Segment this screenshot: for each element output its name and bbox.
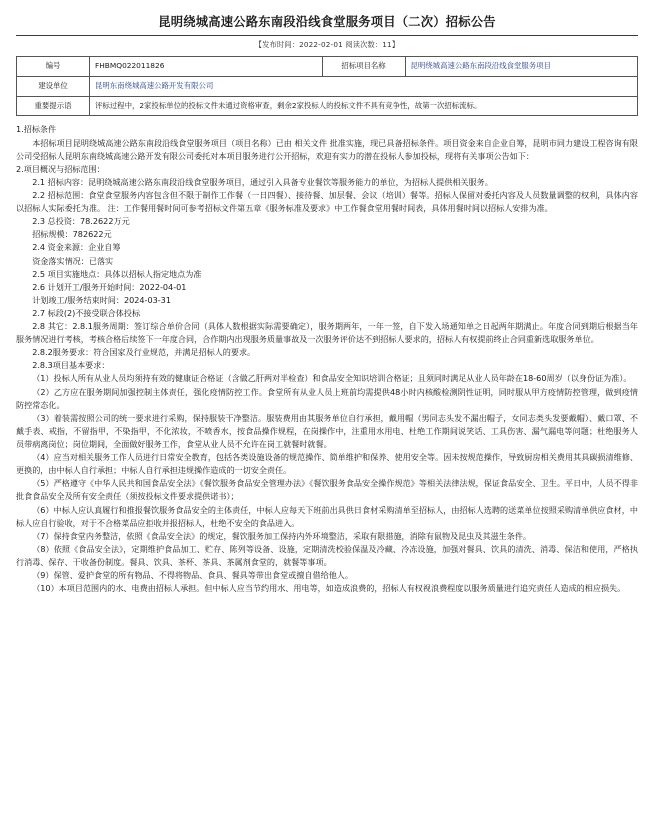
requirement-8: （8）依照《食品安全法》，定期维护食品加工、贮存、陈列等设备、设施，定期清洗校验保温及冷藏、冷冻设施，加强对餐具、饮具的清洗、消毒、保洁和使用，严格执行消毒、保存、干收备份制度。餐具、饮具、茶杯、茶具、茶属剂食堂的，就餐等事项。 [16,543,638,568]
paragraph-end-date: 计划竣工/服务结束时间：2024-03-31 [32,294,171,305]
requirement-5: （5）严格遵守《中华人民共和国食品安全法》《餐饮服务食品安全管理办法》《餐饮服务食品安全操作规范》等相关法律法规，保证食品安全、卫生。平日中，人员不得非批食食品安全及所有安全责任（须按投标文件要求提供诺书）； [16,478,638,502]
requirement-2: （2）乙方应在服务期间加强控制主体责任，强化疫情防控工作。食堂所有从业人员上班前均需提供48小时内核酸检测阴性证明，同时服从甲方疫情防控管理，做到疫情防控常态化。 [16,386,638,410]
cell-label-owner: 建设单位 [17,76,90,96]
requirement-10: （10）本项目范围内的水、电费由招标人承担。但中标人应当节约用水、用电等，如造成浪费的，招标人有权视浪费程度以服务质量进行追究责任人造成的相应损失。 [32,583,626,594]
paragraph-2-7: 2.7 标段(2)不接受联合体投标 [32,307,141,318]
paragraph-2-1: 2.1 招标内容：昆明绕城高速公路东南段沿线食堂服务项目，通过引入具备专业餐饮等服务能力的单位，为招标人提供相关服务。 [32,176,493,187]
cell-label-code: 编号 [17,57,90,77]
paragraph-2-5: 2.5 项目实施地点：具体以招标人指定地点为准 [32,268,202,279]
paragraph-2-2: 2.2 招标范围：食堂食堂服务内容包含但不限于制作工作餐（一日四餐）、接待餐、加层餐、会议（培训）餐等。招标人保留对委托内容及人员数量调整的权利，具体内容以招标人实际委托为准。 注：工作餐用餐时间可参考招标文件第五章《服务标准及要求》中工作餐食堂用餐时间表，具体用餐时间以招标人安排为准。 [16,189,638,214]
paragraph-2-8: 2.8 其它：2.8.1服务周期：签订综合单价合同（具体人数根据实际需要确定），服务期两年，一年一签，自下发入场通知单之日起两年期满止。年度合同到期后根据当年服务情况进行考核，考核合格后续签下一年度合同，合作期内出现服务质量事故及一次服务评价达不到招标人要求的，招标人有权提前终止合同重新选取服务单位。 [16,321,638,345]
paragraph-2-3: 2.3 总投资：78.2622万元 [32,216,130,227]
cell-value-project-name: 昆明绕城高速公路东南段沿线食堂服务项目 [405,57,638,77]
requirement-4: （4）应当对相关服务工作人员进行日常安全教育，包括各类设施设备的规范操作、简单维护和保养、使用安全等。因未按规范操作，导致厨房相关费用其具碳损清维修、更换的，由中标人自行承担；中标人自行承担违规操作造成的一切安全责任。 [16,452,638,476]
paragraph-funding-status: 资金落实情况：已落实 [32,255,114,266]
paragraph-2-8-2: 2.8.2服务要求：符合国家及行业规范，并满足招标人的要求。 [32,347,256,358]
paragraph-2-8-3: 2.8.3项目基本要求： [32,360,110,371]
requirement-1: （1）投标人所有从业人员均须持有效的健康证合格证（含做乙肝两对半检查）和食品安全知识培训合格证；且须同时满足从业人员年龄在18-60周岁（以身份证为准）。 [32,373,632,384]
table-row [17,57,638,77]
cell-value-owner: 昆明东南绕城高速公路开发有限公司 [90,76,638,96]
requirement-6: （6）中标人应认真履行和推报餐饮服务食品安全的主体责任，中标人应每天下班前出具供日食材采购清单至招标人，由招标人选聘的送菜单位按照采购清单供应食材，中标人应自行验收，对于不合格菜品应拒收并报招标人，杜绝不安全的食品进入。 [16,504,638,528]
paragraph-scale: 招标规模：782622元 [32,229,112,240]
table-row [17,96,638,116]
requirement-3: （3）着装需按照公司的统一要求进行采购，保持服装干净整洁。服装费用由其服务单位自行承担，戴用帽（男同志头发不漏出帽子，女同志类头发要戴帽）、戴口罩、不戴手表、戒指，不留指甲，不染指甲，不化浓妆，不喷香水，按食品操作规程，在岗操作中，注重用水用电、杜绝工作期间说笑话、工具伤害、漏气漏电等问题；杜绝服务人员带病离岗位；岗位期间，全面做好服务工作，食堂从业人员不允许在岗工就餐时就餐。 [16,412,638,450]
cell-value-code: FHBMQ022011826 [90,57,323,77]
notice-body [16,123,638,595]
section-heading-2: 2.项目概况与招标范围： [16,163,105,174]
paragraph-2-6: 2.6 计划开工/服务开始时间：2022-04-01 [32,281,187,292]
requirement-9: （9）保管、爱护食堂的所有物品、不得将物品、食具、餐具等带出食堂或擅自借给他人。 [32,570,353,581]
publish-meta: 【发布时间：2022-02-01 阅读次数：11】 [254,40,400,50]
table-row [17,76,638,96]
cell-value-notice: 评标过程中，2家投标单位的投标文件未通过资格审查，剩余2家投标人的投标文件不具有竞争性，故第一次招标流标。 [90,96,638,116]
paragraph-2-4: 2.4 资金来源：企业自筹 [32,242,121,253]
section-heading-1: 1.招标条件 [16,124,57,135]
cell-label-notice: 重要提示语 [17,96,90,116]
cell-label-project-name: 招标项目名称 [322,57,405,77]
title-divider [16,35,638,36]
requirement-7: （7）保持食堂内务整洁，依照《食品安全法》的规定，餐饮服务加工保持内外环境整洁，采取有限措施，消除有鼠物及昆虫及其滋生条件。 [32,530,532,541]
paragraph-1: 本招标项目昆明绕城高速公路东南段沿线食堂服务项目（项目名称）已由 相关文件 批准实施，现已具备招标条件。项目资金来自企业自筹，昆明市同力建设工程咨询有限公司受招标人昆明东南绕城高速公路开发有限公司委托对本项目服务进行公开招标，欢迎有实力的潜在投标人参加投标，现将有关事项公告如下： [16,137,638,161]
page-title: 昆明绕城高速公路东南段沿线食堂服务项目（二次）招标公告 [158,15,496,29]
project-info-table [16,56,638,116]
